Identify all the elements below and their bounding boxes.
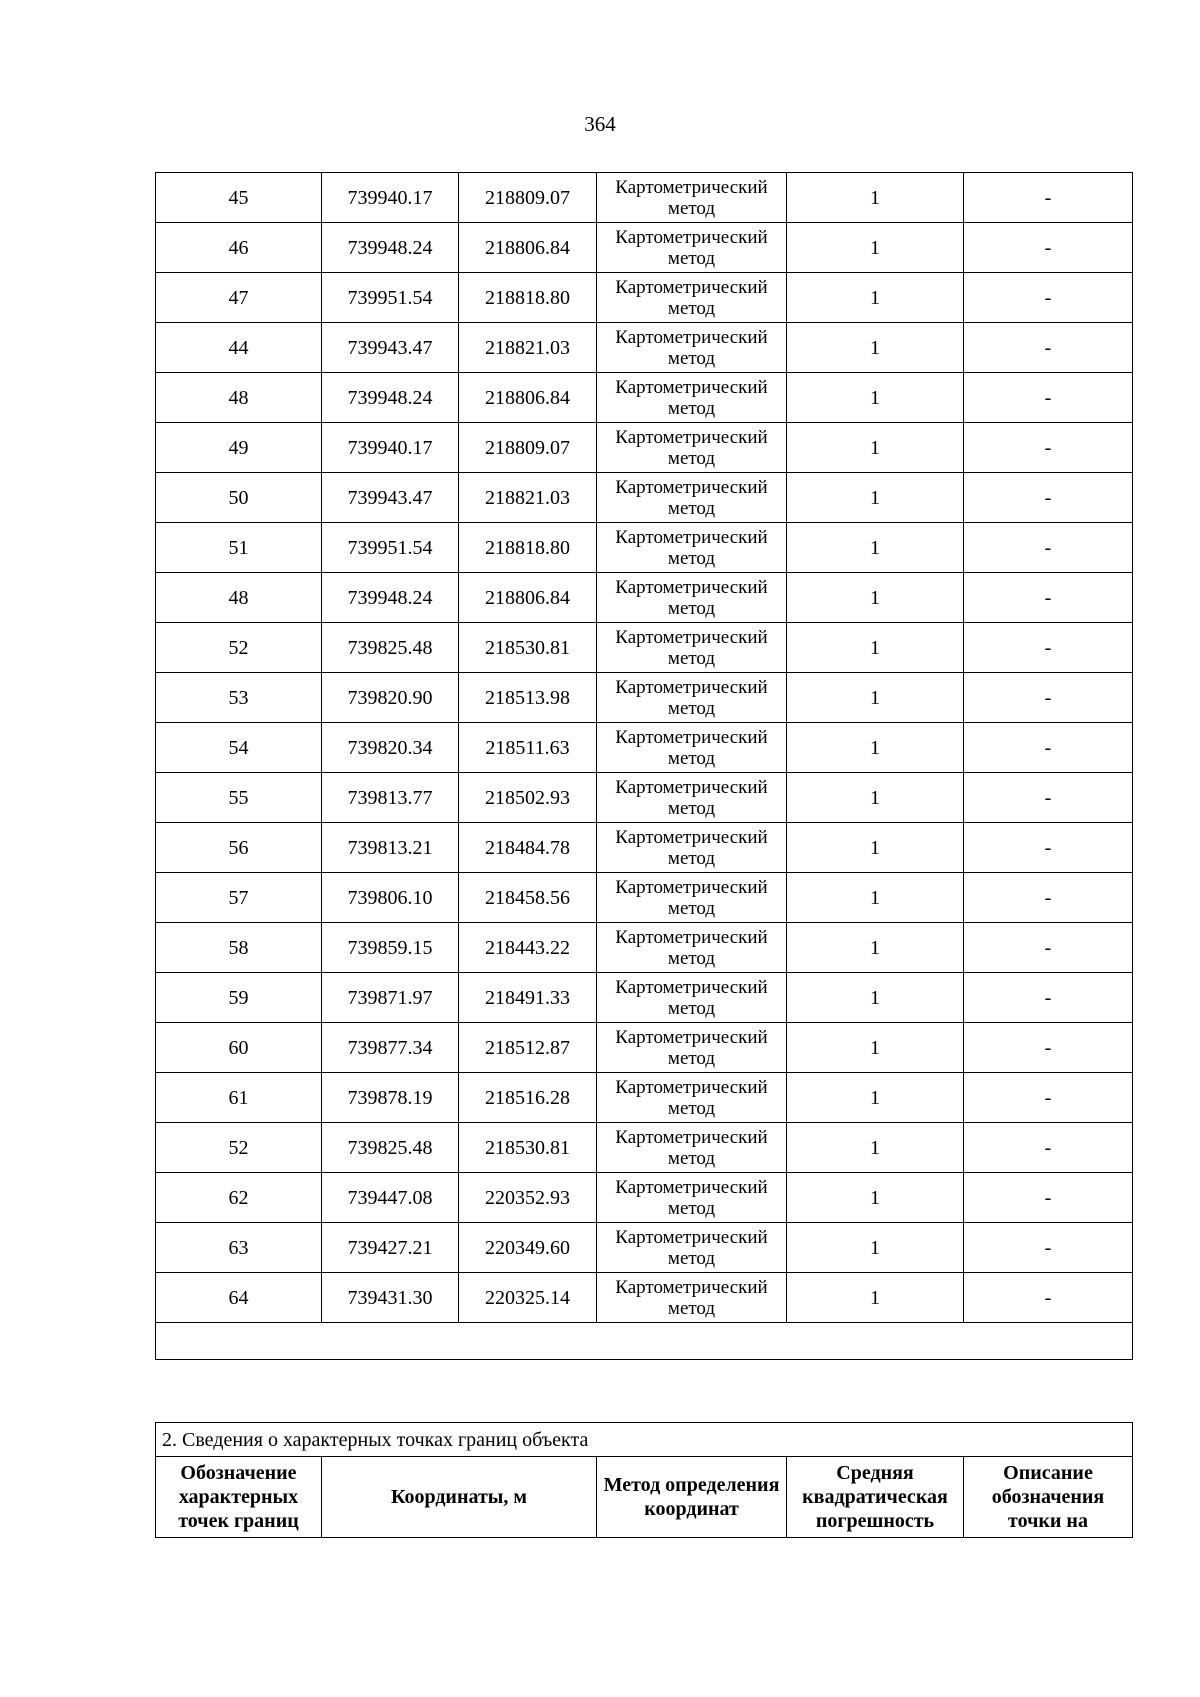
cell-x: 739877.34 xyxy=(322,1023,459,1073)
cell-point: 61 xyxy=(156,1073,322,1123)
cell-point: 44 xyxy=(156,323,322,373)
cell-description: - xyxy=(964,373,1133,423)
cell-description: - xyxy=(964,223,1133,273)
cell-y: 218809.07 xyxy=(459,423,597,473)
cell-x: 739948.24 xyxy=(322,573,459,623)
cell-x: 739825.48 xyxy=(322,1123,459,1173)
cell-description: - xyxy=(964,273,1133,323)
cell-y: 218513.98 xyxy=(459,673,597,723)
cell-point: 60 xyxy=(156,1023,322,1073)
cell-y: 218530.81 xyxy=(459,623,597,673)
cell-description: - xyxy=(964,723,1133,773)
cell-description: - xyxy=(964,773,1133,823)
cell-method: Картометрический метод xyxy=(597,623,787,673)
cell-description: - xyxy=(964,1023,1133,1073)
table-row xyxy=(156,673,1133,723)
cell-point: 48 xyxy=(156,573,322,623)
cell-error: 1 xyxy=(787,273,964,323)
cell-y: 218821.03 xyxy=(459,473,597,523)
empty-row xyxy=(156,1323,1133,1360)
cell-error: 1 xyxy=(787,573,964,623)
cell-description: - xyxy=(964,1123,1133,1173)
header-description: Описание обозначения точки на xyxy=(964,1457,1133,1538)
cell-error: 1 xyxy=(787,673,964,723)
cell-error: 1 xyxy=(787,1273,964,1323)
coordinates-table xyxy=(155,172,1133,1360)
cell-x: 739427.21 xyxy=(322,1223,459,1273)
table-row xyxy=(156,273,1133,323)
cell-y: 218818.80 xyxy=(459,523,597,573)
cell-point: 53 xyxy=(156,673,322,723)
table-row xyxy=(156,1073,1133,1123)
cell-x: 739820.90 xyxy=(322,673,459,723)
header-error: Средняя квадратическая погрешность xyxy=(787,1457,964,1538)
cell-error: 1 xyxy=(787,373,964,423)
table-row xyxy=(156,173,1133,223)
table-row xyxy=(156,473,1133,523)
cell-description: - xyxy=(964,923,1133,973)
cell-method: Картометрический метод xyxy=(597,373,787,423)
section2-table xyxy=(155,1422,1133,1538)
cell-y: 218511.63 xyxy=(459,723,597,773)
cell-point: 49 xyxy=(156,423,322,473)
cell-x: 739943.47 xyxy=(322,473,459,523)
cell-description: - xyxy=(964,873,1133,923)
cell-description: - xyxy=(964,473,1133,523)
cell-x: 739948.24 xyxy=(322,373,459,423)
cell-x: 739951.54 xyxy=(322,273,459,323)
cell-x: 739447.08 xyxy=(322,1173,459,1223)
cell-x: 739813.21 xyxy=(322,823,459,873)
section2-title-row xyxy=(156,1423,1133,1457)
cell-error: 1 xyxy=(787,223,964,273)
cell-point: 46 xyxy=(156,223,322,273)
cell-point: 48 xyxy=(156,373,322,423)
cell-x: 739813.77 xyxy=(322,773,459,823)
cell-method: Картометрический метод xyxy=(597,1273,787,1323)
table-row xyxy=(156,1173,1133,1223)
cell-method: Картометрический метод xyxy=(597,1223,787,1273)
table-row xyxy=(156,1223,1133,1273)
cell-error: 1 xyxy=(787,723,964,773)
table-row xyxy=(156,873,1133,923)
cell-description: - xyxy=(964,573,1133,623)
cell-point: 57 xyxy=(156,873,322,923)
cell-y: 218818.80 xyxy=(459,273,597,323)
cell-x: 739825.48 xyxy=(322,623,459,673)
cell-description: - xyxy=(964,1073,1133,1123)
cell-method: Картометрический метод xyxy=(597,223,787,273)
cell-method: Картометрический метод xyxy=(597,873,787,923)
cell-description: - xyxy=(964,623,1133,673)
table-row xyxy=(156,773,1133,823)
cell-y: 220325.14 xyxy=(459,1273,597,1323)
table-row xyxy=(156,1023,1133,1073)
cell-description: - xyxy=(964,423,1133,473)
cell-description: - xyxy=(964,1173,1133,1223)
cell-method: Картометрический метод xyxy=(597,823,787,873)
cell-point: 51 xyxy=(156,523,322,573)
cell-method: Картометрический метод xyxy=(597,573,787,623)
cell-x: 739820.34 xyxy=(322,723,459,773)
cell-x: 739940.17 xyxy=(322,173,459,223)
cell-error: 1 xyxy=(787,1073,964,1123)
section2-header-row xyxy=(156,1457,1133,1538)
table-row xyxy=(156,923,1133,973)
cell-point: 62 xyxy=(156,1173,322,1223)
cell-point: 63 xyxy=(156,1223,322,1273)
cell-method: Картометрический метод xyxy=(597,723,787,773)
cell-error: 1 xyxy=(787,773,964,823)
cell-y: 220352.93 xyxy=(459,1173,597,1223)
cell-x: 739951.54 xyxy=(322,523,459,573)
cell-method: Картометрический метод xyxy=(597,1123,787,1173)
cell-y: 218512.87 xyxy=(459,1023,597,1073)
cell-point: 54 xyxy=(156,723,322,773)
cell-point: 56 xyxy=(156,823,322,873)
cell-y: 218516.28 xyxy=(459,1073,597,1123)
cell-method: Картометрический метод xyxy=(597,523,787,573)
cell-y: 218443.22 xyxy=(459,923,597,973)
cell-error: 1 xyxy=(787,323,964,373)
cell-y: 220349.60 xyxy=(459,1223,597,1273)
cell-method: Картометрический метод xyxy=(597,673,787,723)
cell-method: Картометрический метод xyxy=(597,923,787,973)
cell-y: 218806.84 xyxy=(459,573,597,623)
cell-x: 739859.15 xyxy=(322,923,459,973)
cell-point: 64 xyxy=(156,1273,322,1323)
table-row xyxy=(156,323,1133,373)
cell-point: 55 xyxy=(156,773,322,823)
table-row xyxy=(156,623,1133,673)
section2-title: 2. Сведения о характерных точках границ объекта xyxy=(156,1423,1133,1457)
cell-error: 1 xyxy=(787,623,964,673)
table-row xyxy=(156,373,1133,423)
cell-point: 52 xyxy=(156,623,322,673)
cell-x: 739806.10 xyxy=(322,873,459,923)
table-row xyxy=(156,523,1133,573)
cell-point: 52 xyxy=(156,1123,322,1173)
cell-description: - xyxy=(964,973,1133,1023)
table-row xyxy=(156,1123,1133,1173)
cell-x: 739943.47 xyxy=(322,323,459,373)
cell-method: Картометрический метод xyxy=(597,1023,787,1073)
cell-method: Картометрический метод xyxy=(597,423,787,473)
cell-error: 1 xyxy=(787,473,964,523)
cell-point: 58 xyxy=(156,923,322,973)
table-row xyxy=(156,573,1133,623)
cell-x: 739871.97 xyxy=(322,973,459,1023)
empty-cell xyxy=(156,1323,1133,1360)
cell-point: 45 xyxy=(156,173,322,223)
cell-description: - xyxy=(964,523,1133,573)
cell-point: 50 xyxy=(156,473,322,523)
cell-y: 218530.81 xyxy=(459,1123,597,1173)
cell-description: - xyxy=(964,673,1133,723)
cell-method: Картометрический метод xyxy=(597,1073,787,1123)
cell-y: 218809.07 xyxy=(459,173,597,223)
table-row xyxy=(156,723,1133,773)
cell-y: 218491.33 xyxy=(459,973,597,1023)
cell-description: - xyxy=(964,1223,1133,1273)
cell-description: - xyxy=(964,173,1133,223)
table-row xyxy=(156,423,1133,473)
cell-error: 1 xyxy=(787,923,964,973)
cell-method: Картометрический метод xyxy=(597,773,787,823)
cell-error: 1 xyxy=(787,1023,964,1073)
cell-description: - xyxy=(964,323,1133,373)
cell-error: 1 xyxy=(787,873,964,923)
page-number: 364 xyxy=(584,112,616,136)
cell-description: - xyxy=(964,823,1133,873)
cell-error: 1 xyxy=(787,973,964,1023)
cell-method: Картометрический метод xyxy=(597,273,787,323)
cell-x: 739948.24 xyxy=(322,223,459,273)
cell-error: 1 xyxy=(787,173,964,223)
table-row xyxy=(156,1273,1133,1323)
cell-y: 218806.84 xyxy=(459,373,597,423)
cell-method: Картометрический метод xyxy=(597,473,787,523)
table-row xyxy=(156,973,1133,1023)
cell-error: 1 xyxy=(787,1223,964,1273)
header-method: Метод определения координат xyxy=(597,1457,787,1538)
cell-point: 47 xyxy=(156,273,322,323)
cell-error: 1 xyxy=(787,523,964,573)
header-coordinates: Координаты, м xyxy=(322,1457,597,1538)
cell-y: 218806.84 xyxy=(459,223,597,273)
cell-x: 739878.19 xyxy=(322,1073,459,1123)
cell-error: 1 xyxy=(787,823,964,873)
cell-error: 1 xyxy=(787,423,964,473)
cell-method: Картометрический метод xyxy=(597,173,787,223)
cell-method: Картометрический метод xyxy=(597,323,787,373)
cell-y: 218821.03 xyxy=(459,323,597,373)
cell-point: 59 xyxy=(156,973,322,1023)
cell-y: 218502.93 xyxy=(459,773,597,823)
cell-error: 1 xyxy=(787,1173,964,1223)
cell-error: 1 xyxy=(787,1123,964,1173)
table-row xyxy=(156,223,1133,273)
cell-x: 739431.30 xyxy=(322,1273,459,1323)
cell-description: - xyxy=(964,1273,1133,1323)
cell-y: 218484.78 xyxy=(459,823,597,873)
cell-y: 218458.56 xyxy=(459,873,597,923)
header-point-designation: Обозначение характерных точек границ xyxy=(156,1457,322,1538)
cell-x: 739940.17 xyxy=(322,423,459,473)
cell-method: Картометрический метод xyxy=(597,1173,787,1223)
cell-method: Картометрический метод xyxy=(597,973,787,1023)
table-row xyxy=(156,823,1133,873)
